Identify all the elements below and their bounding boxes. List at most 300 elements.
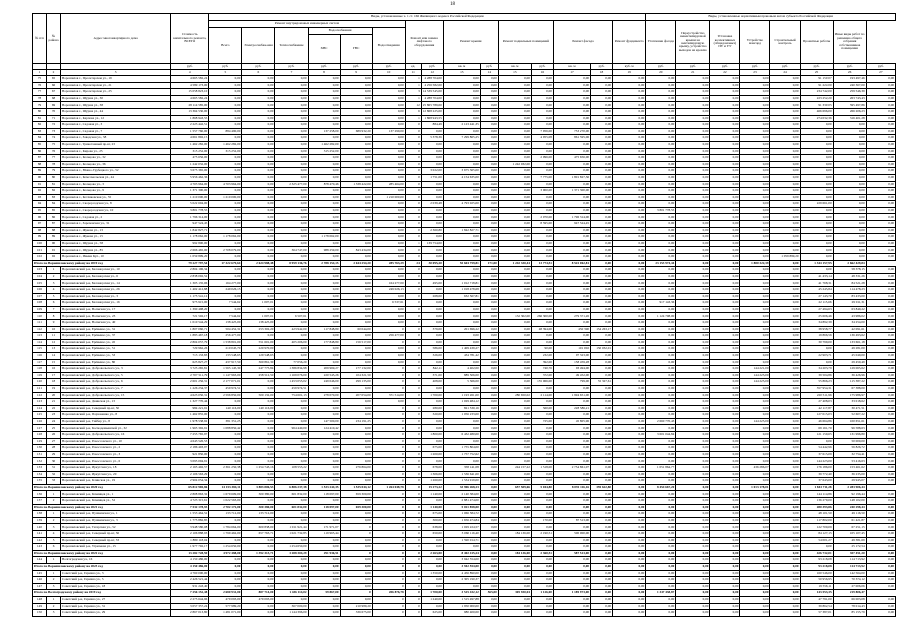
table-cell: 0,00 [613,280,646,287]
table-cell: 0 [405,445,421,452]
table-cell: 0,00 [275,108,308,115]
table-cell: 0,00 [553,194,590,201]
subtotal-cell: 7 532 178,93 [171,504,209,511]
table-cell: 0,00 [676,287,710,294]
table-cell: 0,00 [591,392,613,399]
table-cell: 0,00 [710,498,740,505]
address-cell: Ворошилов г., Карпова ул., 12 [61,115,171,122]
table-row [33,418,896,425]
table-cell: 0,00 [613,596,646,603]
table-cell: 1 557 760,00 [171,128,209,135]
table-cell: 0,00 [676,596,710,603]
row-number-cell: 141 [33,530,47,537]
table-cell: 0,00 [308,451,340,458]
table-cell: 0,00 [498,596,531,603]
col-sewer-header: Водоотведения [372,28,405,64]
table-cell: 0,00 [242,181,275,188]
table-cell: 4 793 025,00 [443,201,480,208]
table-cell: 0,00 [866,603,895,610]
address-cell: Ворошиловский р-н, Тайбер ул., 8 [61,418,171,425]
table-cell: 0,00 [340,115,372,122]
table-cell: 0 [405,148,421,155]
column-number-cell: 2 [47,70,61,76]
table-cell: 1 226 234,37 [171,385,209,392]
table-cell: 0,00 [209,577,242,584]
table-cell: 0,00 [480,333,498,340]
table-cell: 0,00 [443,339,480,346]
table-cell: 0,00 [676,458,710,465]
table-cell: 144 223,00 [740,379,770,386]
table-cell: 0,00 [553,339,590,346]
table-cell: 0,00 [553,227,590,234]
table-cell: 0,00 [242,379,275,386]
table-cell: 0,00 [591,405,613,412]
table-cell: 0,00 [553,583,590,590]
table-cell: 0,00 [613,570,646,577]
table-cell: 625 827,27 [171,359,209,366]
table-cell: 0,00 [443,221,480,228]
table-cell: 0,00 [480,89,498,96]
table-cell: 0,00 [275,207,308,214]
table-cell: 0,00 [613,148,646,155]
table-cell: 0 [405,267,421,274]
table-row [33,537,896,544]
table-cell: 0,00 [866,491,895,498]
table-cell: 0,00 [676,583,710,590]
table-cell: 54 442,96 [800,445,833,452]
table-cell: 0,00 [591,319,613,326]
row-number-cell: 108 [33,300,47,307]
table-cell: 0,00 [591,511,613,518]
table-cell: 0,00 [340,287,372,294]
unit-cell: руб. [800,64,833,70]
table-cell: 0,00 [710,221,740,228]
table-cell: 0,00 [866,141,895,148]
table-cell: 0,00 [372,82,405,89]
district-number-cell: 4 [47,287,61,294]
column-number-cell: 27 [866,70,895,76]
table-cell: 1 965 392,91 [171,425,209,432]
table-cell: 0,00 [531,76,553,83]
table-cell: 0,00 [480,445,498,452]
table-cell: 1 254 650,00 [275,544,308,551]
district-number-cell: 25 [47,425,61,432]
table-cell: 0 [372,596,405,603]
table-cell: 0,00 [443,188,480,195]
table-cell: 0,00 [866,82,895,89]
table-cell: 372,00 [531,372,553,379]
row-number-cell: 98 [33,227,47,234]
subtotal-cell: 0 [405,590,421,597]
table-cell: 315 252,00 [171,148,209,155]
table-cell: 144 114,86 [800,491,833,498]
table-cell: 0,00 [498,610,531,617]
table-cell: 0,00 [372,188,405,195]
table-cell: 1 350,00 [421,570,443,577]
table-cell: 0,00 [480,498,498,505]
column-number-cell: 16 [531,70,553,76]
address-cell: Ворошиловский р-н, Северный пр-кт, 33 [61,537,171,544]
table-cell: 0,00 [800,174,833,181]
table-cell: 0,00 [770,89,800,96]
table-cell: 0,00 [372,122,405,129]
subtotal-cell: 0,00 [591,590,613,597]
table-cell: 0,00 [209,122,242,129]
row-number-cell: 109 [33,306,47,313]
table-cell: 0,00 [480,280,498,287]
address-cell: Ворошилов г., Имени Кул., 10 [61,254,171,261]
table-cell: 41 768,31 [800,280,833,287]
address-cell: Ворошилов г., Южно-Трубецкого ул., 52 [61,168,171,175]
table-cell: 0,00 [308,399,340,406]
table-cell: 0,00 [421,458,443,465]
table-cell: 2 867 013,80 [171,610,209,617]
address-cell: Ворошиловский р-н, Пушкинская ул., 1 [61,511,171,518]
table-row [33,392,896,399]
table-cell: 358 141,08 [443,465,480,472]
row-number-cell: 139 [33,517,47,524]
address-cell: Ворошилов г., Кольцова ул., 32 [61,155,171,162]
subtotal-cell: 8 522 062,81 [553,260,590,267]
table-cell: 0,00 [676,95,710,102]
table-cell: 0,00 [676,214,710,221]
table-cell: 0 [405,524,421,531]
table-cell: 0,00 [740,385,770,392]
table-cell: 0 [405,517,421,524]
table-cell: 0,00 [553,445,590,452]
row-number-cell: 106 [33,287,47,294]
table-cell: 63 849,22 [833,306,866,313]
table-cell: 0,00 [770,412,800,419]
table-cell: 0,00 [421,418,443,425]
table-cell: 0,00 [275,174,308,181]
table-cell: 0,00 [372,399,405,406]
table-cell: 0,00 [866,207,895,214]
table-cell: 0,00 [553,168,590,175]
table-cell: 0,00 [308,465,340,472]
table-cell: 1 755 804,00 [443,445,480,452]
table-row [33,359,896,366]
table-cell: 0,00 [308,287,340,294]
table-cell: 0,00 [710,188,740,195]
table-cell: 0,00 [591,517,613,524]
table-cell: 0,00 [480,418,498,425]
table-cell: 0,00 [740,313,770,320]
table-cell: 0,00 [553,451,590,458]
table-cell: 0 [372,517,405,524]
table-cell: 100 651,61 [833,418,866,425]
table-cell: 285 464,00 [372,181,405,188]
table-cell: 0,00 [209,115,242,122]
table-cell: 0,00 [372,201,405,208]
district-number-cell: 20 [47,392,61,399]
table-cell: 1 [405,95,421,102]
table-cell: 0,00 [275,234,308,241]
table-cell: 0,00 [866,306,895,313]
table-cell: 7 956,00 [531,128,553,135]
table-cell: 0,00 [866,346,895,353]
table-cell: 0,00 [308,115,340,122]
table-cell: 0 [372,372,405,379]
table-cell: 207 054,00 [340,392,372,399]
table-cell: 0,00 [242,240,275,247]
table-cell: 0,00 [372,148,405,155]
table-cell: 4 703 964,00 [209,181,242,188]
table-cell: 0,00 [740,524,770,531]
unit-cell: руб. [866,64,895,70]
table-cell: 0,00 [591,168,613,175]
subtotal-cell: 4 972 488,00 [209,550,242,557]
table-cell: 0,00 [770,445,800,452]
district-number-cell: 1 [47,267,61,274]
unit-cell: руб. [646,64,676,70]
table-cell: 0,00 [531,339,553,346]
table-cell: 0,00 [308,227,340,234]
district-number-cell: 3 [47,583,61,590]
table-cell: 156 517,00 [340,339,372,346]
table-cell: 0,00 [710,227,740,234]
table-cell: 0,00 [591,570,613,577]
table-cell: 0,00 [480,194,498,201]
subtotal-cell: 0,00 [275,563,308,570]
table-cell: 434 781,42 [443,352,480,359]
table-cell: 0,00 [613,352,646,359]
table-cell: 0,00 [480,326,498,333]
district-number-cell: 77 [47,155,61,162]
table-cell: 0 [372,458,405,465]
unit-cell: руб. [591,64,613,70]
table-cell: 0,00 [866,273,895,280]
table-cell: 2 106 888,93 [171,530,209,537]
table-cell: 0,00 [676,207,710,214]
table-cell: 0,00 [740,399,770,406]
table-cell: 133 661,18 [833,339,866,346]
subtotal-cell: 143 553,35 [800,590,833,597]
group-header-regional: Виды, установленные нормативным правовым актом субъекта Российской Федерации [646,14,896,21]
table-cell: 0,00 [770,478,800,485]
table-cell: 0,00 [480,379,498,386]
table-cell: 4 723 315,61 [171,498,209,505]
subtotal-cell: 587 513,00 [553,550,590,557]
unit-cell: кв. м [553,64,590,70]
table-cell: 0,00 [498,141,531,148]
table-cell: 408,00 [421,379,443,386]
address-cell: Ворошиловский р-н, Добровольского ул., 15 [61,392,171,399]
table-cell: 0,00 [866,577,895,584]
row-number-cell: 88 [33,161,47,168]
table-cell: 0,00 [340,385,372,392]
table-cell: 0,00 [591,122,613,129]
table-cell: 0,00 [480,240,498,247]
table-cell: 0,00 [613,385,646,392]
table-cell: 7 544,62 [209,313,242,320]
table-cell: 0,00 [646,359,676,366]
district-number-cell: 16 [47,366,61,373]
table-cell: 0,00 [498,247,531,254]
table-cell: 0,00 [275,188,308,195]
table-cell: 0,00 [553,181,590,188]
table-cell: 0,00 [209,95,242,102]
table-cell: 0,00 [531,544,553,551]
table-cell: 25 865 789,00 [422,102,442,107]
column-number-cell: 7 [275,70,308,76]
table-cell: 0 [405,168,421,175]
table-cell: 0,00 [443,583,480,590]
table-cell: 0,00 [480,491,498,498]
table-cell: 0,00 [866,300,895,307]
table-cell: 0,00 [421,207,443,214]
table-cell: 0,00 [209,227,242,234]
subtotal-cell: 0,00 [676,550,710,557]
table-cell: 0,00 [770,491,800,498]
table-cell: 0,00 [646,425,676,432]
table-cell: 0,00 [646,122,676,129]
table-cell: 41 433,14 [800,273,833,280]
subtotal-cell: 1 700,00 [421,590,443,597]
table-cell: 0,00 [770,141,800,148]
table-cell: 423 942,00 [275,326,308,333]
table-cell: 0,00 [498,399,531,406]
table-cell: 0,00 [209,82,242,89]
table-cell: 0,00 [308,319,340,326]
table-cell: 1 994 651,00 [553,392,590,399]
table-cell: 220 970,00 [242,346,275,353]
table-cell: 27 143,70 [800,293,833,300]
table-cell: 0 [405,287,421,294]
table-cell: 0,00 [740,603,770,610]
table-cell: 0 [372,491,405,498]
subtotal-cell: 0 [372,563,405,570]
table-cell: 0,00 [676,155,710,162]
table-cell: 0,00 [340,537,372,544]
row-number-cell: 91 [33,181,47,188]
subtotal-cell: 2 788 154,15 [308,260,340,267]
table-cell: 4 643 526,53 [171,438,209,445]
table-cell: 0,00 [275,412,308,419]
table-cell: 0,00 [443,544,480,551]
table-cell: 0,00 [613,161,646,168]
table-cell: 0,00 [710,122,740,129]
table-cell: 975 915,00 [171,300,209,307]
subtotal-cell: 1 843 711,28 [800,484,833,491]
row-number-cell: 102 [33,254,47,261]
table-cell: 43 986,02 [833,313,866,320]
table-cell: 0,00 [209,432,242,439]
table-cell: 0,00 [498,339,531,346]
table-cell: 740,76 [531,366,553,373]
table-cell: 0,00 [740,359,770,366]
table-cell: 12 [405,102,421,109]
table-cell: 0,00 [531,399,553,406]
table-cell: 4 288 704,00 [421,95,443,102]
table-cell: 0,00 [833,122,866,129]
table-cell: 147 500,00 [308,418,340,425]
table-cell: 0,00 [421,188,443,195]
table-cell: 1 538 801,00 [209,339,242,346]
district-number-cell: 18 [47,379,61,386]
district-number-cell: 8 [47,313,61,320]
table-cell: 87 513,00 [553,517,590,524]
unit-cell: руб. [480,64,498,70]
table-cell: 0,00 [676,352,710,359]
table-cell: 0,00 [372,267,405,274]
table-cell: 0,00 [646,491,676,498]
table-cell: 0,00 [740,425,770,432]
table-cell: 0,00 [676,128,710,135]
table-cell: 0 [405,326,421,333]
address-cell: Советский р-н, Германа ул., 5 [61,577,171,584]
table-cell: 240 367,00 [833,82,866,89]
table-cell: 129 548,63 [242,352,275,359]
table-cell: 1 371 300,00 [553,188,590,195]
table-cell: 4 589 173,00 [171,82,209,89]
table-cell: 0,00 [531,141,553,148]
table-cell: 2 361 250,38 [209,465,242,472]
table-cell: 220 511,96 [800,392,833,399]
subtotal-cell: 8 959 136,76 [275,260,308,267]
table-cell: 0,00 [498,82,531,89]
table-cell: 316 401,28 [833,115,866,122]
subtotal-cell: 1 242 330,44 [498,260,531,267]
district-number-cell: 2 [47,517,61,524]
table-cell: 256 477,00 [209,333,242,340]
table-cell: 0,00 [372,95,405,102]
table-cell: 0,00 [531,122,553,129]
table-cell: 7 299 865,25 [443,135,480,142]
table-cell: 0,00 [740,148,770,155]
table-cell: 0,00 [613,76,646,83]
table-cell: 0,00 [340,102,372,109]
table-cell: 0,00 [340,333,372,340]
table-cell: 0,00 [676,234,710,241]
table-cell: 0,00 [242,451,275,458]
table-cell: 29 945,07 [833,478,866,485]
table-row [33,445,896,452]
table-cell: 0,00 [340,161,372,168]
table-cell: 131 996,80 [833,432,866,439]
table-header [33,14,896,76]
table-cell: 964 440,00 [275,425,308,432]
table-cell: 0,00 [480,82,498,89]
subtotal-cell: 0,00 [480,563,498,570]
table-cell: 0,00 [531,451,553,458]
subtotal-cell: 0,00 [553,504,590,511]
subtotal-cell: 0,00 [770,484,800,491]
district-number-cell: 28 [47,445,61,452]
table-cell: 0,00 [275,352,308,359]
table-cell: 0,00 [866,89,895,96]
table-cell: 249 026,13 [372,287,405,294]
table-cell: 0,00 [275,399,308,406]
subtotal-cell: 1 140,00 [421,504,443,511]
table-cell: 0,00 [553,491,590,498]
table-cell: 266 300,00 [531,313,553,320]
table-cell: 0,00 [498,458,531,465]
table-cell: 0,00 [591,155,613,162]
column-number-cell: 6 [242,70,275,76]
table-cell: 0,00 [591,458,613,465]
table-cell: 0,00 [480,141,498,148]
table-cell: 0,00 [591,148,613,155]
table-cell: 0,00 [710,610,740,617]
table-cell: 117 848,80 [308,326,340,333]
address-cell: Ворошиловский р-н, Пархоменко ул., 8 [61,412,171,419]
table-cell: 0,00 [308,537,340,544]
district-number-cell: 3 [47,610,61,617]
table-cell: 0,00 [676,471,710,478]
table-cell: 0,00 [770,326,800,333]
table-cell: 0,00 [770,95,800,102]
